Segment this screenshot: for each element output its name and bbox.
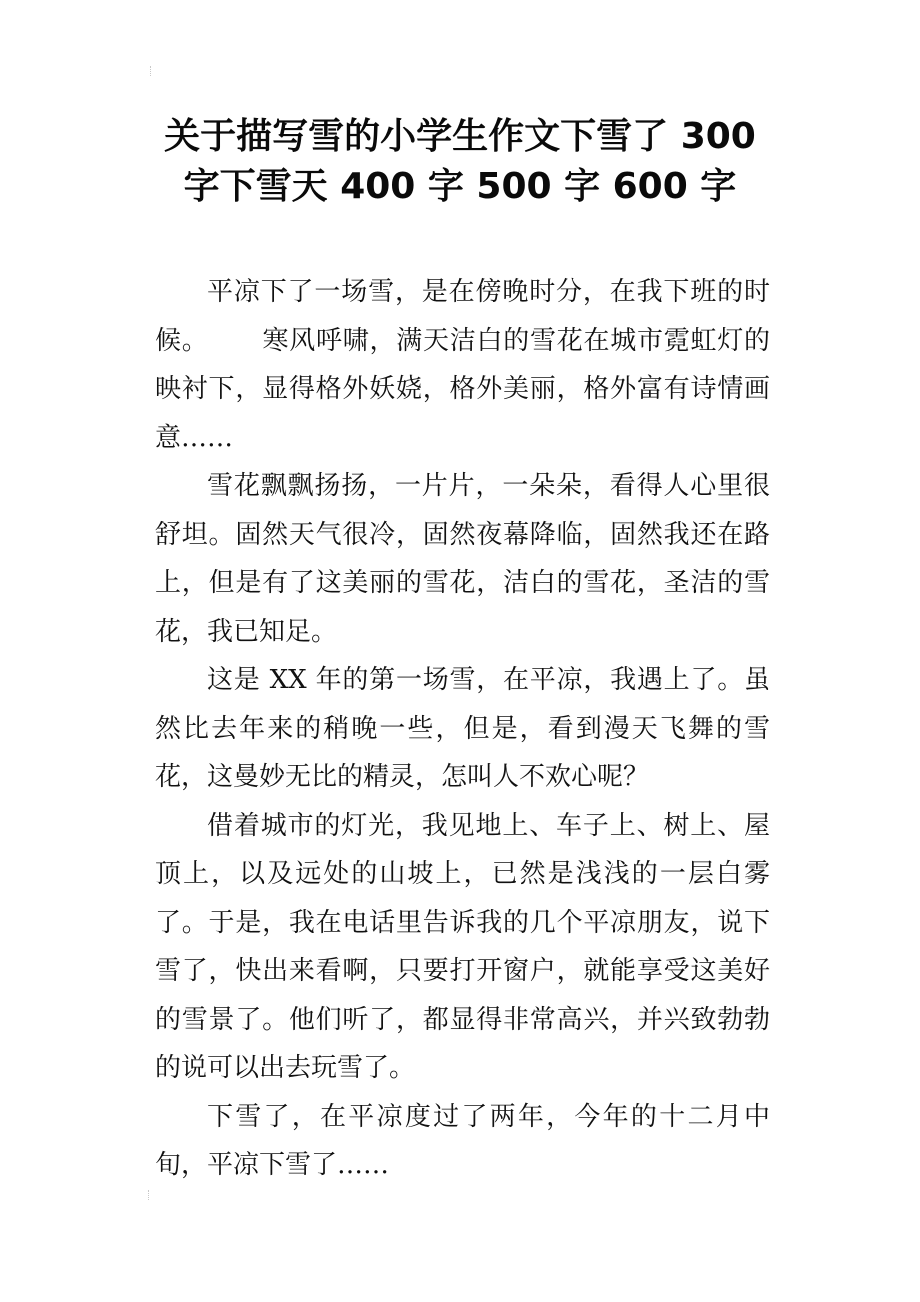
document-title bbox=[110, 112, 810, 212]
paragraph-2: 雪花飘飘扬扬，一片片，一朵朵，看得人心里很舒坦。固然天气很冷，固然夜幕降临，固然我还在路上，但是有了这美丽的雪花，洁白的雪花，圣洁的雪花，我已知足。 bbox=[155, 471, 770, 647]
paragraph-5: 下雪了，在平凉度过了两年，今年的十二月中旬，平凉下雪了…… bbox=[155, 1101, 770, 1180]
paragraph-4: 借着城市的灯光，我见地上、车子上、树上、屋顶上，以及远处的山坡上，已然是浅浅的一层白雾了。于是，我在电话里告诉我的几个平凉朋友，说下雪了，快出来看啊，只要打开窗户，就能享受这美好的雪景了。他们听了，都显得非常高兴，并兴致勃勃的说可以出去玩雪了。 bbox=[155, 810, 770, 1083]
document-body bbox=[155, 268, 770, 1190]
paragraph-3: 这是 XX 年的第一场雪，在平凉，我遇上了。虽然比去年来的稍晚一些，但是，看到漫天飞舞的雪花，这曼妙无比的精灵，怎叫人不欢心呢？ bbox=[155, 665, 770, 792]
corner-mark-top bbox=[150, 66, 157, 76]
title-line-2: 字下雪天 400 字 500 字 600 字 bbox=[183, 166, 737, 207]
title-line-1: 关于描写雪的小学生作文下雪了 300 bbox=[164, 116, 756, 157]
paragraph-1: 平凉下了一场雪，是在傍晚时分，在我下班的时候。 寒风呼啸，满天洁白的雪花在城市霓虹灯的映衬下，显得格外妖娆，格外美丽，格外富有诗情画意…… bbox=[155, 277, 770, 453]
corner-mark-bottom bbox=[148, 1190, 155, 1200]
